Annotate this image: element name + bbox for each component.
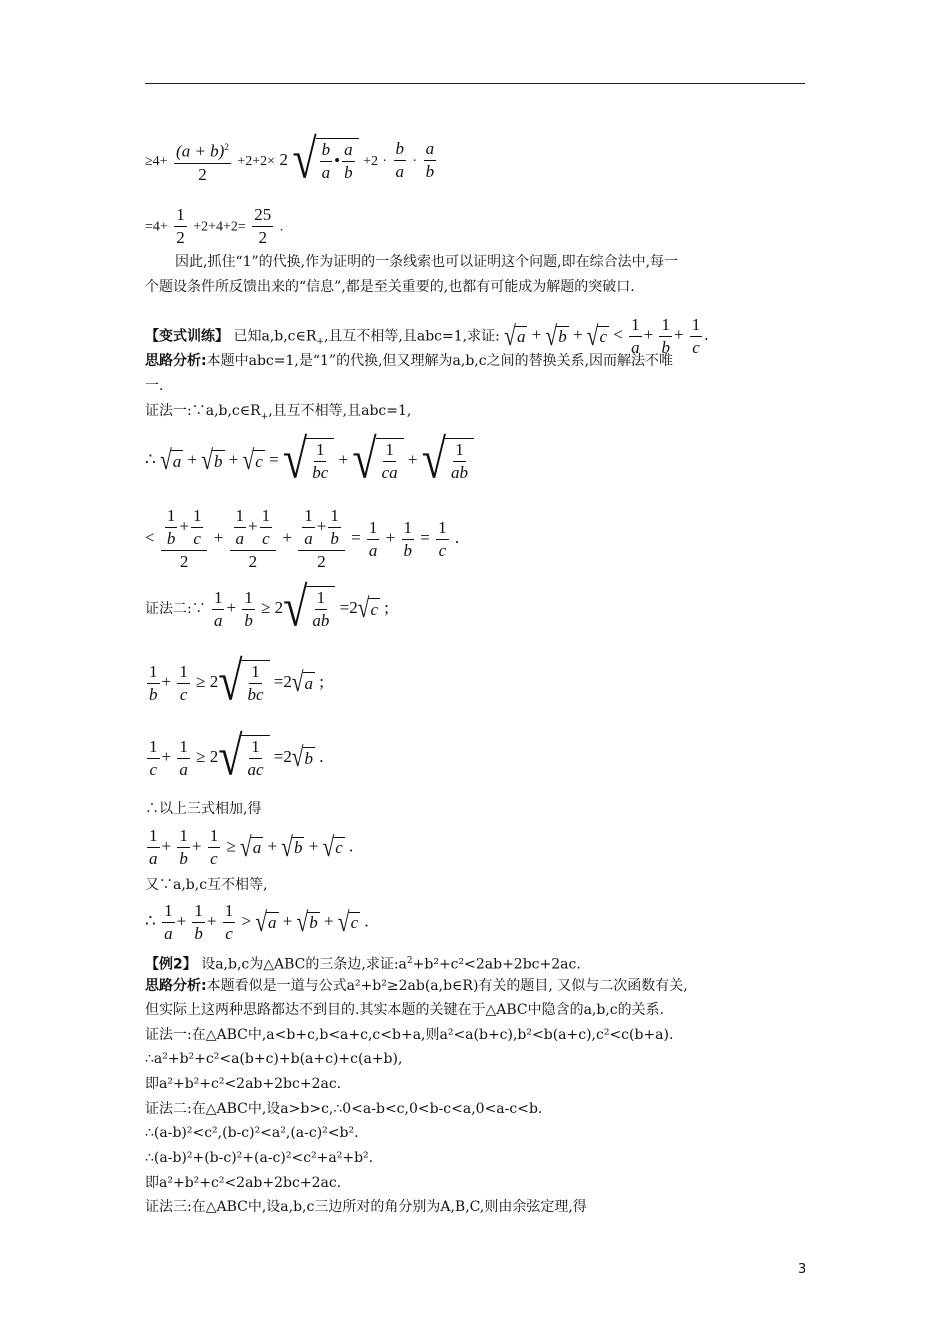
method3-line: 证法三:在△ABC中,设a,b,c三边所对的角分别为A,B,C,则由余弦定理,得 bbox=[145, 1199, 587, 1215]
proof2-eq1: 证法二:∵ $\frac{1}{a}$ + $\frac{1}{b}$ ≥ 2 √ 1 ab =2 √ c ; bbox=[145, 576, 389, 638]
fraction: $\frac{(a + b)^2}{2}$ bbox=[174, 136, 231, 186]
header-rule bbox=[145, 83, 805, 84]
method2-line: 证法二:在△ABC中,设a>b>c,∴0<a-b<c,0<b-c<a,0<a-c<b. bbox=[145, 1101, 543, 1117]
analysis-line: 一. bbox=[145, 378, 164, 394]
example2-line: 【例2】 设a,b,c为△ABC的三条边,求证$:a^2+b^2+c^2<2ab+2bc+2ac$. bbox=[145, 956, 581, 973]
method2-line: ∴(a-b)²<c²,(b-c)²<a²,(a-c)²<b². bbox=[145, 1125, 359, 1141]
method1-line: 证法一:在△ABC中,a<b+c,b<a+c,c<b+a,则a²<a(b+c),b²<b(a+c),c²<c(b+a). bbox=[145, 1027, 674, 1043]
method1-line: ∴a²+b²+c²<a(b+c)+b(a+c)+c(a+b), bbox=[145, 1051, 403, 1067]
sqrt: √ b a • a b bbox=[292, 138, 358, 184]
method2-line: 即a²+b²+c²<2ab+2bc+2ac. bbox=[145, 1175, 342, 1191]
proof1-eq2: < $\frac{1}{b}$ + $\frac{1}{c}$ 2 + $\frac{1}{a}$ + $\frac{1}{c}$ 2 + $\frac{1}{a}$ + $\frac{1}{b}$ 2 = $\frac{1}{a}$ + $\frac{1}{b}$ = $\frac{1}{c}$ . bbox=[145, 506, 460, 571]
analysis-line: 思路分析:本题中abc=1,是“1”的代换,但又理解为a,b,c之间的替换关系,因而解法不唯 bbox=[145, 353, 674, 369]
proof1-intro: 证法一$:\because a,b,c\in R_+$,且互不相等,且abc=1, bbox=[145, 403, 412, 422]
method1-line: 即a²+b²+c²<2ab+2bc+2ac. bbox=[145, 1076, 342, 1092]
analysis2-line: 思路分析:本题看似是一道与公式a²+b²≥2ab(a,b∈R)有关的题目, 又似与二次函数有关, bbox=[145, 978, 688, 994]
sum-result: $\frac{1}{a}$ + $\frac{1}{b}$ + $\frac{1}{c}$ ≥ √ a + √ b + √ c . bbox=[149, 826, 354, 868]
proof1-eq1: ∴ √ a + √ b + √ c = √ 1 bc + √ 1 ca + √ 1 ab bbox=[145, 438, 474, 484]
proof2-eq3: $\frac{1}{c}$ + $\frac{1}{a}$ ≥ 2 √ 1 ac =2 √ b . bbox=[149, 725, 324, 787]
variant-line: 【变式训练】 已知$a,b,c\in R_+$,且互不相等,且abc=1,求证: √ a + √ b + √ c < $\frac{1}{a}$ + $\frac{1}{b}$ + $\frac{1}{c}$ . bbox=[145, 315, 709, 357]
final-result: ∴ $\frac{1}{a}$ + $\frac{1}{b}$ + $\frac{1}{c}$ > √ a + √ b + √ c . bbox=[145, 901, 369, 943]
again-line: 又∵a,b,c互不相等, bbox=[145, 877, 268, 893]
page-number: 3 bbox=[798, 1262, 807, 1277]
paragraph-line: 因此,抓住“1”的代换,作为证明的一条线索也可以证明这个问题,即在综合法中,每一 bbox=[175, 254, 679, 270]
analysis2-line: 但实际上这两种思路都达不到目的.其实本题的关键在于△ABC中隐含的a,b,c的关系. bbox=[145, 1002, 665, 1018]
sum-line: ∴以上三式相加,得 bbox=[145, 801, 262, 817]
cont-line-2: =4+ $\frac{1}{2}$ +2+4+2= $\frac{25}{2}$ . bbox=[145, 205, 284, 247]
paragraph-line: 个题设条件所反馈出来的“信息”,都是至关重要的,也都有可能成为解题的突破口. bbox=[145, 279, 635, 295]
method2-line: ∴(a-b)²+(b-c)²+(a-c)²<c²+a²+b². bbox=[145, 1150, 374, 1166]
proof2-eq2: $\frac{1}{b}$ + $\frac{1}{c}$ ≥ 2 √ 1 bc =2 √ a ; bbox=[149, 650, 324, 712]
cont-line-1: ≥4+ $\frac{(a + b)^2}{2}$ +2+2× 2 √ b a • a b +2 · $\frac{b}{a}$ · $\frac{a}{b}$ bbox=[145, 128, 435, 190]
